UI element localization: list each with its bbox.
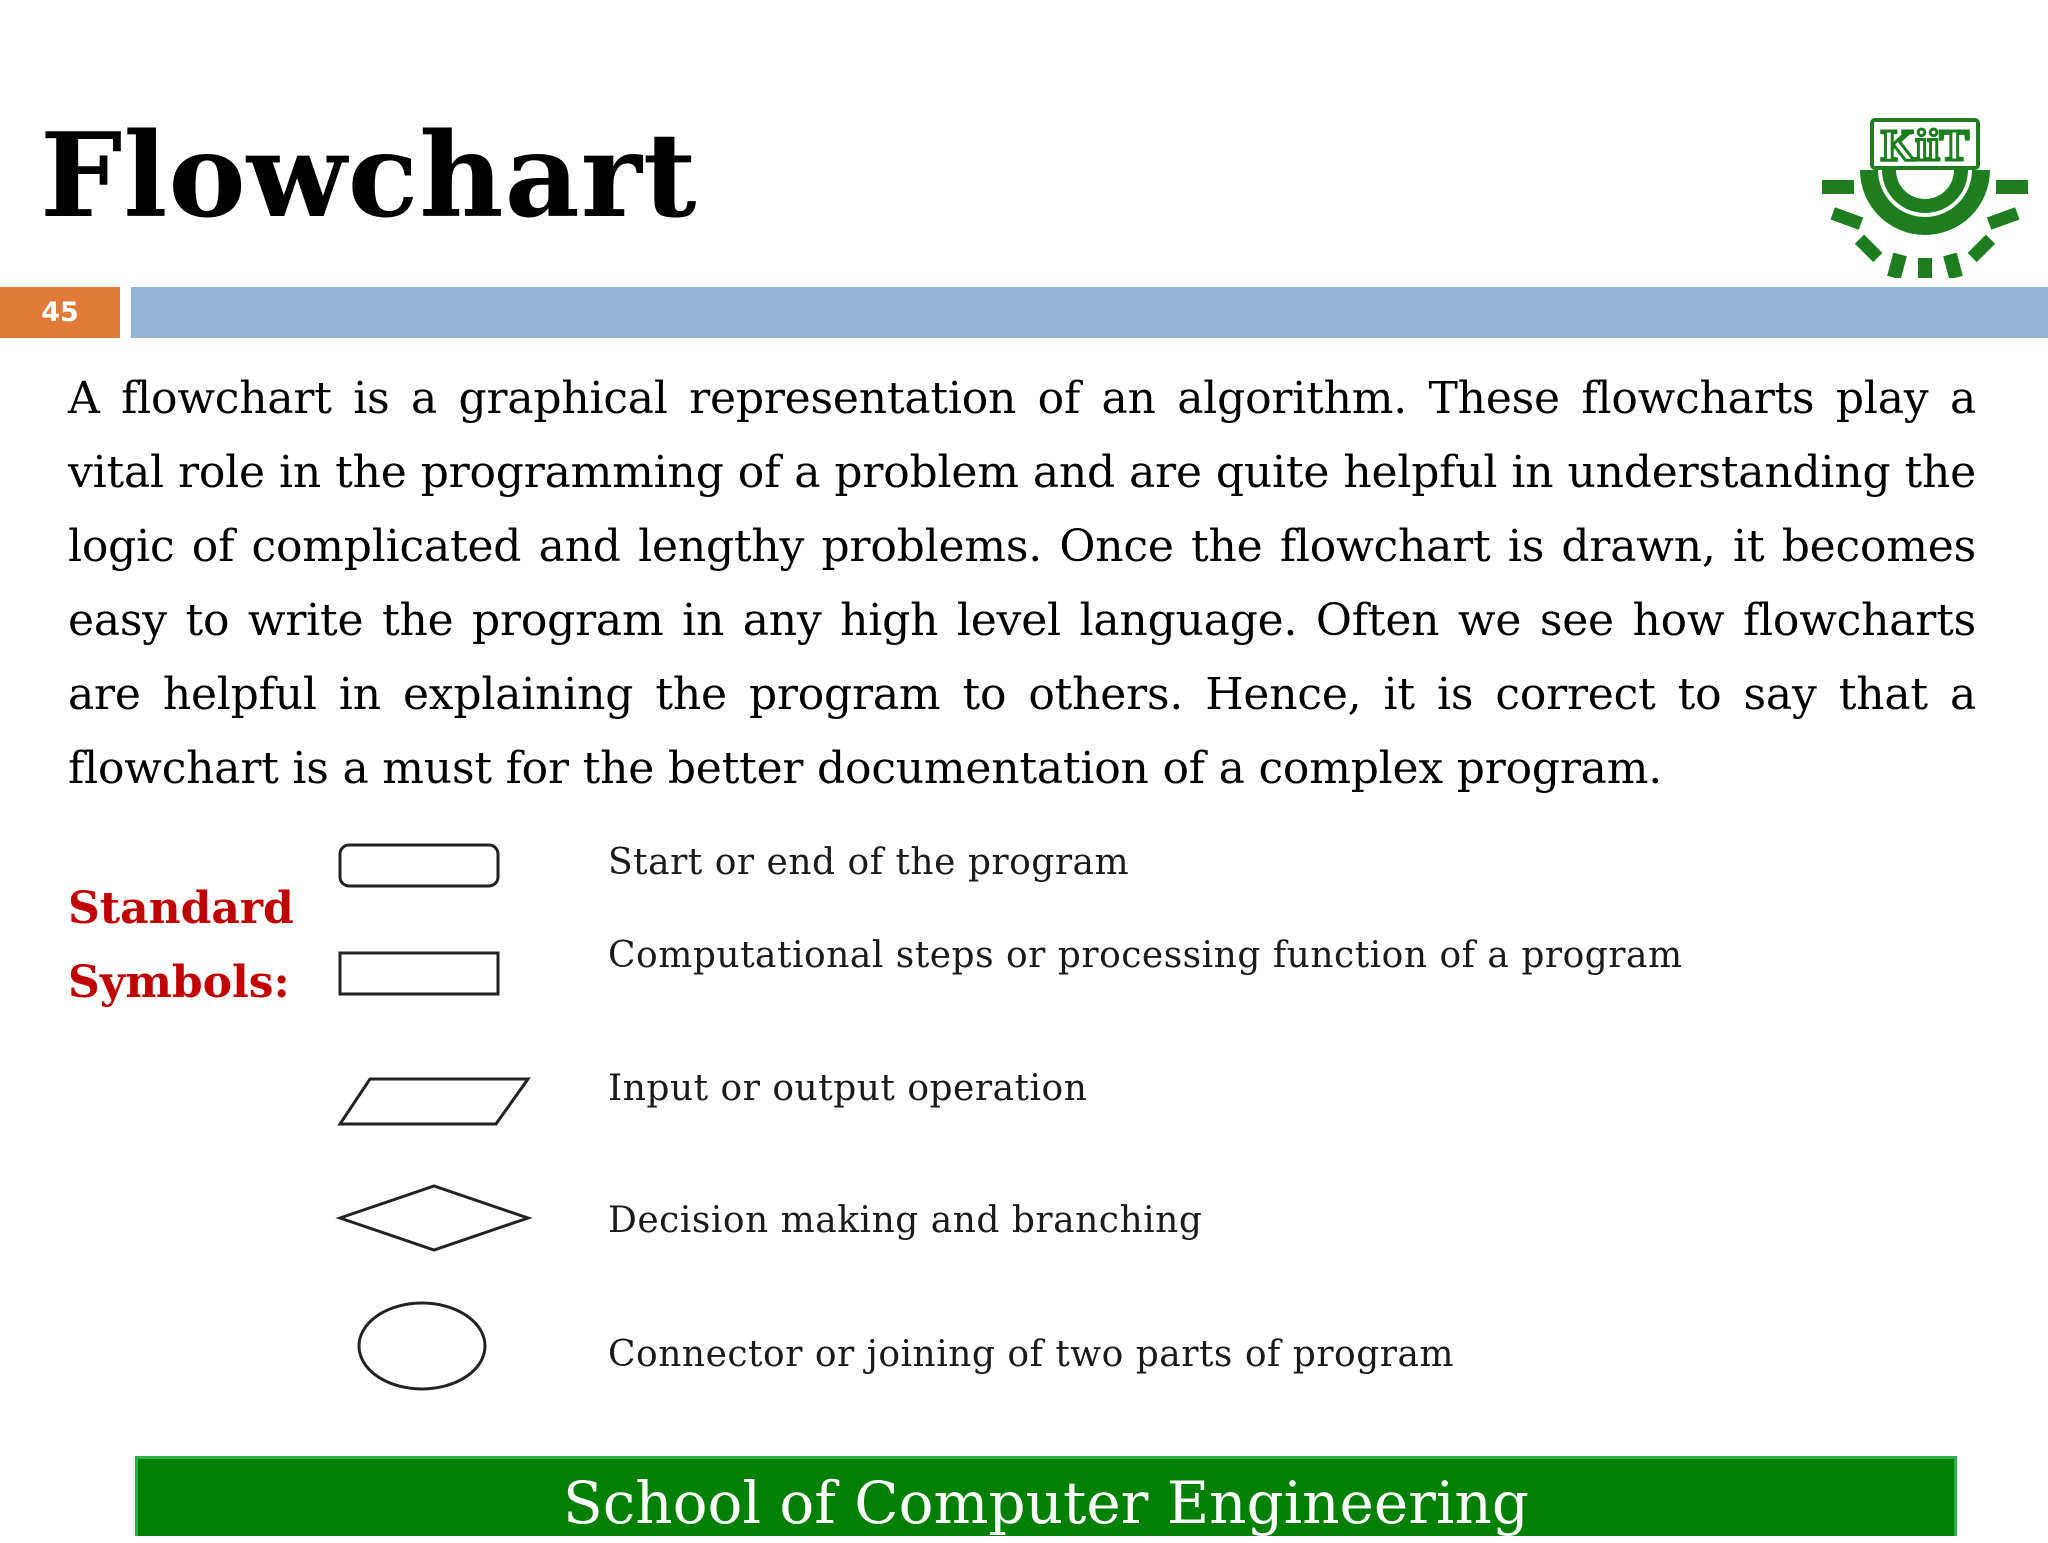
decision-symbol [340, 1186, 528, 1250]
title-underline-bar [131, 287, 2048, 338]
footer-text: School of Computer Engineering [563, 1469, 1529, 1537]
slide-number: 45 [0, 287, 120, 338]
symbols-heading-line2: Symbols: [68, 957, 290, 1008]
slide-title: Flowchart [40, 108, 698, 244]
symbol-label-decision: Decision making and branching [608, 1200, 1203, 1241]
logo-text: KiiT [1880, 121, 1970, 170]
symbol-label-terminal: Start or end of the program [608, 842, 1130, 883]
process-symbol [340, 953, 498, 994]
intro-paragraph: A flowchart is a graphical representation of an algorithm. These flowcharts play a vital role in the programming of a problem and are quite helpful in understanding the logic of complicated and lengthy problems. Once the flowchart is drawn, it becomes easy to write the program in any high level language. Often we see how flowcharts are helpful in explaining the program to others. Hence, it is correct to say that a flowchart is a must for the better documentation of a complex program. [68, 373, 1976, 794]
connector-symbol [359, 1303, 485, 1389]
symbols-heading-line1: Standard [68, 883, 294, 934]
symbols-heading [68, 872, 294, 1020]
kiit-logo [1822, 118, 2028, 278]
symbol-label-process: Computational steps or processing function of a program [608, 935, 1683, 976]
symbol-label-connector: Connector or joining of two parts of program [608, 1334, 1455, 1375]
terminal-symbol [340, 845, 498, 886]
input-output-symbol [340, 1079, 528, 1124]
symbol-label-input-output: Input or output operation [608, 1068, 1088, 1109]
footer-banner [135, 1456, 1957, 1536]
